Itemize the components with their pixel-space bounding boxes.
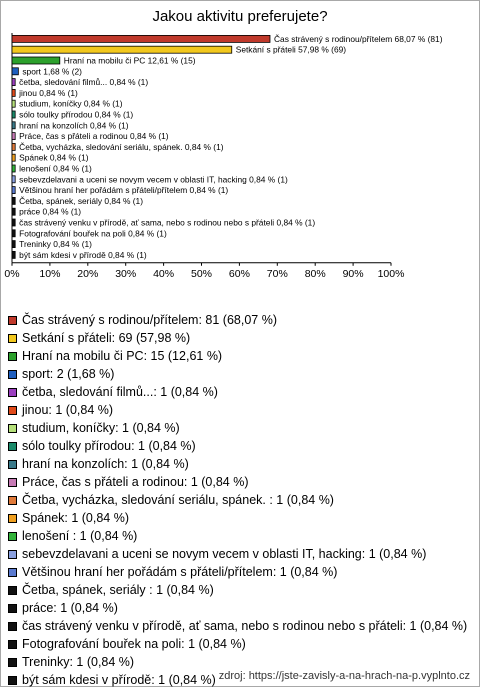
- bar: [12, 46, 232, 53]
- bar: [12, 208, 15, 215]
- legend-item: [8, 349, 470, 364]
- bar-label: jinou 0,84 % (1): [18, 88, 78, 98]
- bar-label: četba, sledování filmů... 0,84 % (1): [19, 77, 148, 87]
- bar: [12, 154, 15, 161]
- bar: [12, 68, 18, 75]
- bar: [12, 251, 15, 258]
- bar-label: Setkání s přáteli 57,98 % (69): [236, 45, 347, 55]
- legend-label: jinou: 1 (0,84 %): [22, 403, 113, 418]
- bar: [12, 57, 60, 64]
- legend-swatch: [8, 496, 17, 505]
- bar-label: sólo toulky přírodou 0,84 % (1): [19, 110, 133, 120]
- legend-label: sport: 2 (1,68 %): [22, 367, 114, 382]
- bar: [12, 165, 15, 172]
- legend-label: lenošení : 1 (0,84 %): [22, 529, 137, 544]
- legend-label: sólo toulky přírodou: 1 (0,84 %): [22, 439, 196, 454]
- chart-legend: [8, 313, 470, 691]
- legend-item: [8, 583, 470, 598]
- legend-swatch: [8, 388, 17, 397]
- legend-swatch: [8, 478, 17, 487]
- x-tick-label: 0%: [4, 268, 19, 280]
- bar-label: sebevzdelavani a uceni se novym vecem v oblasti IT, hacking 0,84 % (1): [19, 174, 288, 184]
- bar: [12, 219, 15, 226]
- bar: [12, 197, 15, 204]
- legend-item: [8, 421, 470, 436]
- x-tick-label: 20%: [77, 268, 98, 280]
- x-tick-label: 100%: [378, 268, 405, 280]
- legend-swatch: [8, 442, 17, 451]
- legend-swatch: [8, 460, 17, 469]
- bar: [12, 143, 15, 150]
- legend-item: [8, 565, 470, 580]
- legend-swatch: [8, 334, 17, 343]
- bar: [12, 133, 15, 140]
- legend-swatch: [8, 658, 17, 667]
- bar: [12, 89, 15, 96]
- bar: [12, 187, 15, 194]
- legend-item: [8, 403, 470, 418]
- bar: [12, 176, 15, 183]
- x-tick-label: 90%: [343, 268, 364, 280]
- bar-label: Četba, vycházka, sledování seriálu, spánek. 0,84 % (1): [19, 142, 224, 152]
- legend-swatch: [8, 622, 17, 631]
- legend-label: být sám kdesi v přírodě: 1 (0,84 %): [22, 673, 216, 688]
- legend-label: Fotografování bouřek na poli: 1 (0,84 %): [22, 637, 246, 652]
- bar: [12, 111, 15, 118]
- bar-label: Hraní na mobilu či PC 12,61 % (15): [64, 56, 196, 66]
- source-link[interactable]: zdroj: https://jste-zavisly-a-na-hrach-na-p.vyplnto.cz: [219, 670, 470, 682]
- legend-label: Četba, spánek, seriály : 1 (0,84 %): [22, 583, 214, 598]
- legend-swatch: [8, 370, 17, 379]
- x-tick-label: 40%: [153, 268, 174, 280]
- legend-item: [8, 457, 470, 472]
- legend-label: hraní na konzolích: 1 (0,84 %): [22, 457, 189, 472]
- bar-label: lenošení 0,84 % (1): [19, 164, 92, 174]
- legend-label: Setkání s přáteli: 69 (57,98 %): [22, 331, 190, 346]
- legend-item: [8, 313, 470, 328]
- legend-item: [8, 511, 470, 526]
- legend-swatch: [8, 514, 17, 523]
- legend-swatch: [8, 640, 17, 649]
- legend-swatch: [8, 550, 17, 559]
- x-tick-label: 10%: [39, 268, 60, 280]
- x-tick-label: 80%: [305, 268, 326, 280]
- legend-swatch: [8, 676, 17, 685]
- x-tick-label: 70%: [267, 268, 288, 280]
- legend-swatch: [8, 604, 17, 613]
- bar-label: Fotografování bouřek na poli 0,84 % (1): [19, 228, 167, 238]
- bar-label: Většinou hraní her pořádám s přáteli/přítelem 0,84 % (1): [19, 185, 228, 195]
- bar-label: Treninky 0,84 % (1): [19, 239, 92, 249]
- bar-label: práce 0,84 % (1): [19, 207, 81, 217]
- bar-label: Čas strávený s rodinou/přítelem 68,07 % (81): [274, 34, 443, 44]
- bar-chart: [0, 0, 480, 310]
- legend-swatch: [8, 532, 17, 541]
- bar-label: Četba, spánek, seriály 0,84 % (1): [19, 196, 143, 206]
- legend-swatch: [8, 586, 17, 595]
- legend-label: sebevzdelavani a uceni se novym vecem v oblasti IT, hacking: 1 (0,84 %): [22, 547, 426, 562]
- legend-label: studium, koníčky: 1 (0,84 %): [22, 421, 180, 436]
- chart-title: Jakou aktivitu preferujete?: [0, 8, 480, 25]
- x-tick-label: 50%: [191, 268, 212, 280]
- bar-label: být sám kdesi v přírodě 0,84 % (1): [19, 250, 147, 260]
- bar: [12, 122, 15, 129]
- legend-swatch: [8, 568, 17, 577]
- bar-label: sport 1,68 % (2): [22, 66, 82, 76]
- legend-item: [8, 601, 470, 616]
- legend-label: Treninky: 1 (0,84 %): [22, 655, 134, 670]
- bar: [12, 230, 15, 237]
- legend-label: Hraní na mobilu či PC: 15 (12,61 %): [22, 349, 222, 364]
- legend-item: [8, 619, 470, 634]
- x-tick-label: 30%: [115, 268, 136, 280]
- bar: [12, 35, 270, 42]
- legend-item: [8, 331, 470, 346]
- legend-item: [8, 367, 470, 382]
- bar: [12, 100, 15, 107]
- bar: [12, 241, 15, 248]
- bar: [12, 79, 15, 86]
- legend-label: Většinou hraní her pořádám s přáteli/přítelem: 1 (0,84 %): [22, 565, 337, 580]
- legend-item: [8, 439, 470, 454]
- legend-label: Četba, vycházka, sledování seriálu, spánek. : 1 (0,84 %): [22, 493, 334, 508]
- bar-label: studium, koníčky 0,84 % (1): [19, 99, 123, 109]
- bar-label: Práce, čas s přáteli a rodinou 0,84 % (1): [19, 131, 169, 141]
- bar-label: Spánek 0,84 % (1): [19, 153, 89, 163]
- legend-item: [8, 637, 470, 652]
- legend-item: [8, 475, 470, 490]
- legend-label: četba, sledování filmů...: 1 (0,84 %): [22, 385, 218, 400]
- legend-item: [8, 655, 470, 670]
- legend-swatch: [8, 352, 17, 361]
- legend-swatch: [8, 316, 17, 325]
- legend-item: [8, 529, 470, 544]
- legend-item: [8, 493, 470, 508]
- legend-item: [8, 385, 470, 400]
- legend-label: Spánek: 1 (0,84 %): [22, 511, 129, 526]
- bar-label: čas strávený venku v přírodě, ať sama, nebo s rodinou nebo s přáteli 0,84 % (1): [19, 218, 315, 228]
- legend-label: Čas strávený s rodinou/přítelem: 81 (68,07 %): [22, 313, 277, 328]
- legend-label: Práce, čas s přáteli a rodinou: 1 (0,84 %): [22, 475, 249, 490]
- legend-label: čas strávený venku v přírodě, ať sama, nebo s rodinou nebo s přáteli: 1 (0,84 %): [22, 619, 467, 634]
- legend-item: [8, 547, 470, 562]
- bar-label: hraní na konzolích 0,84 % (1): [19, 120, 129, 130]
- legend-swatch: [8, 424, 17, 433]
- legend-swatch: [8, 406, 17, 415]
- x-tick-label: 60%: [229, 268, 250, 280]
- legend-label: práce: 1 (0,84 %): [22, 601, 118, 616]
